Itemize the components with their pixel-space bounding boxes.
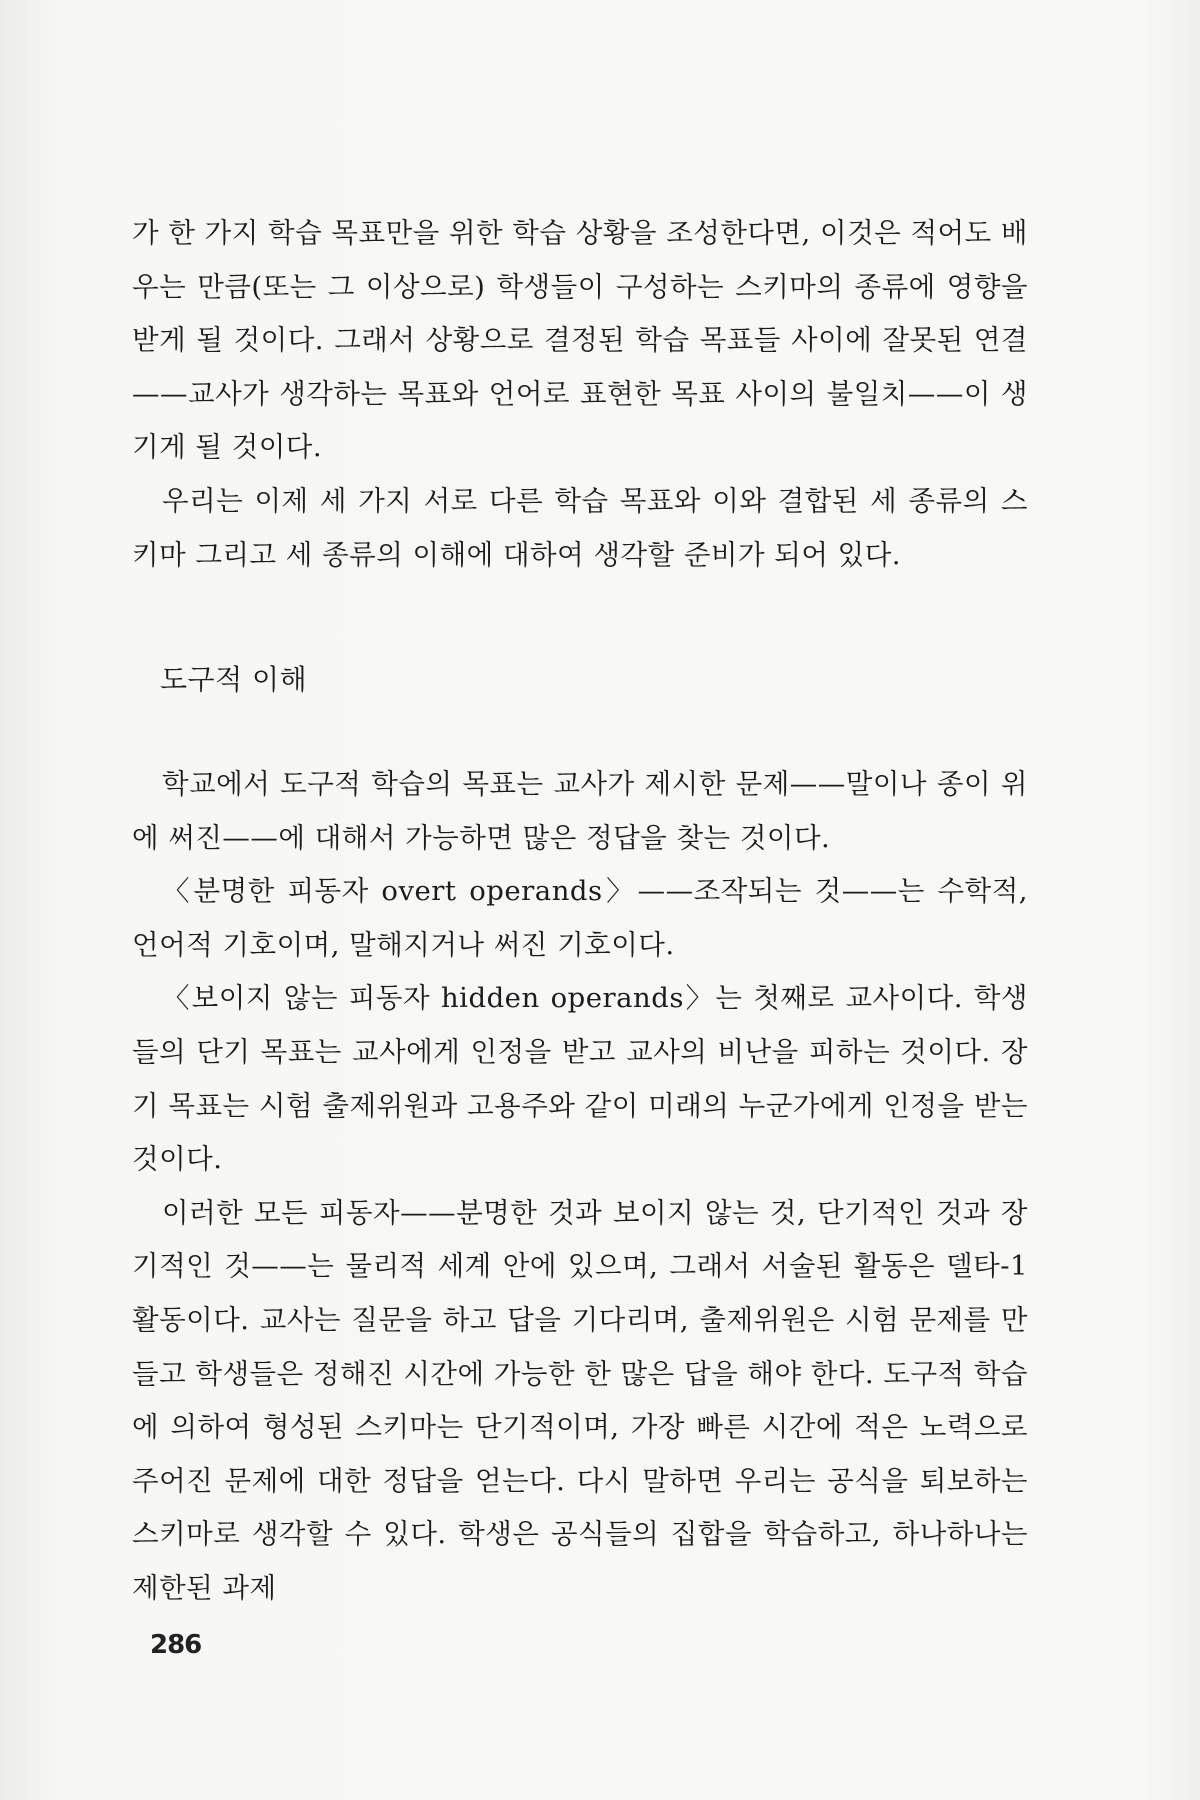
paragraph: 이러한 모든 피동자——분명한 것과 보이지 않는 것, 단기적인 것과 장기적인 것——는 물리적 세계 안에 있으며, 그래서 서술된 활동은 델타-1 활동이다. 교사는 질문을 하고 답을 기다리며, 출제위원은 시험 문제를 만들고 학생들은 정해진 시간에 가능한 한 많은 답을 해야 한다. 도구적 학습에 의하여 형성된 스키마는 단기적이며, 가장 빠른 시간에 적은 노력으로 주어진 문제에 대한 정답을 얻는다. 다시 말하면 우리는 공식을 퇴보하는 스키마로 생각할 수 있다. 학생은 공식들의 집합을 학습하고, 하나하나는 제한된 과제 bbox=[132, 1196, 1028, 1604]
page-number: 286 bbox=[150, 1630, 202, 1660]
paragraph: 가 한 가지 학습 목표만을 위한 학습 상황을 조성한다면, 이것은 적어도 배우는 만큼(또는 그 이상으로) 학생들이 구성하는 스키마의 종류에 영향을 받게 될 것이다. 그래서 상황으로 결정된 학습 목표들 사이에 잘못된 연결——교사가 생각하는 목표와 언어로 표현한 목표 사이의 불일치——이 생기게 될 것이다. bbox=[132, 217, 1028, 464]
paragraph: 학교에서 도구적 학습의 목표는 교사가 제시한 문제——말이나 종이 위에 써진——에 대해서 가능하면 많은 정답을 찾는 것이다. bbox=[132, 768, 1028, 854]
text-block-intro bbox=[132, 207, 1028, 582]
paragraph: 우리는 이제 세 가지 서로 다른 학습 목표와 이와 결합된 세 종류의 스키마 그리고 세 종류의 이해에 대하여 생각할 준비가 되어 있다. bbox=[132, 484, 1028, 571]
section-heading: 도구적 이해 bbox=[160, 663, 308, 696]
text-block-section bbox=[132, 758, 1028, 1616]
paragraph: 〈분명한 피동자 overt operands〉——조작되는 것——는 수학적, 언어적 기호이며, 말해지거나 써진 기호이다. bbox=[132, 875, 1028, 961]
paragraph: 〈보이지 않는 피동자 hidden operands〉는 첫째로 교사이다. 학생들의 단기 목표는 교사에게 인정을 받고 교사의 비난을 피하는 것이다. 장기 목표는 시험 출제위원과 고용주와 같이 미래의 누군가에게 인정을 받는 것이다. bbox=[132, 982, 1028, 1176]
